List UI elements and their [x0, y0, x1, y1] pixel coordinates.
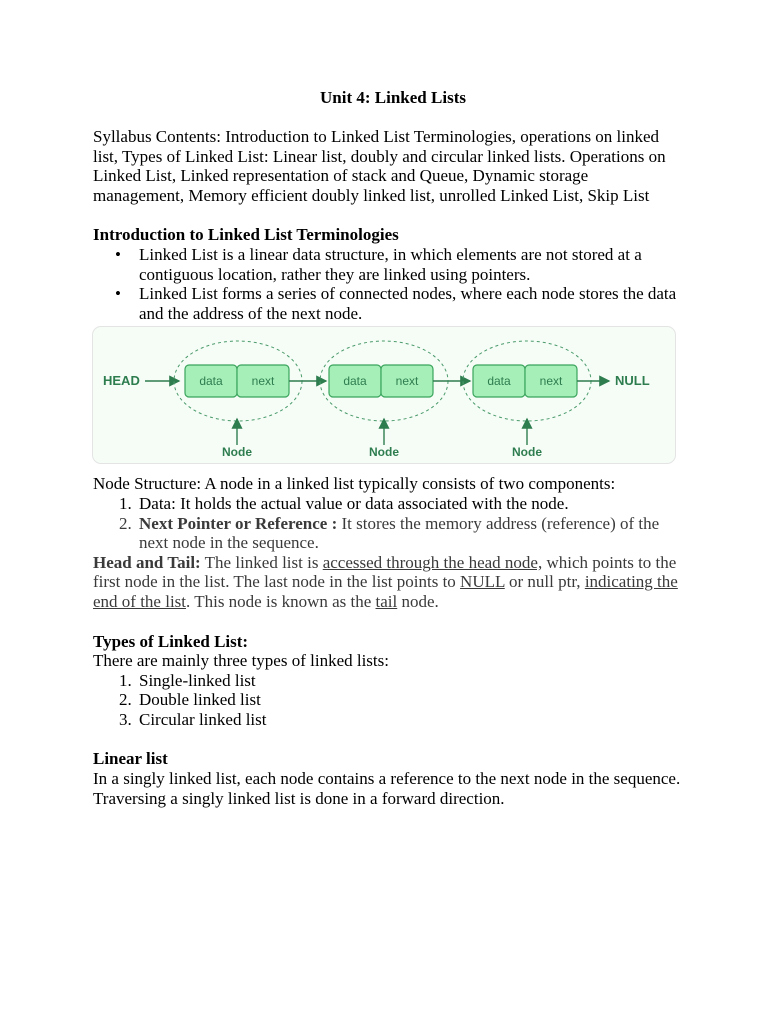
types-heading: Types of Linked List:	[93, 631, 249, 651]
head-tail-paragraph	[93, 553, 683, 612]
item-number: 2.	[119, 690, 132, 710]
text-run: The linked list is	[200, 552, 323, 572]
list-item	[119, 709, 683, 730]
text-run: which points to the first node in the list. The last node in the list points to	[93, 552, 677, 592]
types-list	[93, 671, 683, 730]
linked-list-diagram	[92, 326, 676, 464]
null-label: NULL	[615, 373, 650, 389]
item-number: 3.	[119, 709, 132, 729]
item-text: It stores the memory address (reference) of the next node in the sequence.	[139, 513, 660, 553]
types-intro: There are mainly three types of linked lists:	[93, 651, 389, 671]
node-caption: Node	[369, 445, 399, 460]
list-node	[174, 341, 302, 459]
page-title: Unit 4: Linked Lists	[320, 88, 466, 107]
next-label: next	[395, 374, 419, 389]
item-number: 1.	[119, 493, 132, 513]
spacer	[93, 205, 683, 225]
list-item	[119, 670, 683, 691]
list-item	[119, 690, 683, 710]
item-text: Data: It holds the actual value or data associated with the node.	[139, 493, 569, 513]
node-structure-list	[93, 494, 683, 553]
item-bold-label: Next Pointer or Reference :	[139, 513, 338, 533]
node-caption: Node	[222, 445, 252, 460]
underlined-phrase: indicating the end of the list	[93, 572, 678, 611]
item-text: Double linked list	[139, 690, 261, 710]
spacer	[93, 612, 683, 632]
underlined-phrase: NULL	[460, 572, 505, 592]
data-label: data	[199, 374, 223, 389]
linear-paragraph: In a singly linked list, each node contains a reference to the next node in the sequence. Traversing a singly linked list is done in a forward direction.	[93, 769, 681, 808]
data-label: data	[343, 374, 367, 389]
list-item	[119, 493, 683, 514]
list-item	[119, 513, 683, 553]
underlined-phrase: accessed through the head node,	[322, 552, 543, 572]
list-item: • Linked List forms a series of connected nodes, where each node stores the data and the address of the next node.	[139, 284, 683, 323]
next-label: next	[539, 374, 563, 389]
node-structure-intro: Node Structure: A node in a linked list typically consists of two components:	[93, 474, 616, 494]
underlined-phrase: tail	[375, 591, 398, 611]
text-run: . This node is known as the	[186, 591, 376, 611]
next-label: next	[251, 374, 275, 389]
head-label: HEAD	[103, 373, 140, 389]
document-content	[93, 88, 683, 808]
text-run: node.	[397, 591, 439, 611]
linear-heading: Linear list	[93, 749, 168, 769]
list-node	[320, 341, 448, 459]
list-node	[463, 341, 591, 459]
item-number: 2.	[119, 513, 132, 533]
intro-heading: Introduction to Linked List Terminologies	[93, 225, 399, 245]
syllabus-paragraph: Syllabus Contents: Introduction to Linked List Terminologies, operations on linked list, Types of Linked List: Linear list, doubly and circular linked lists. Operations on Linked List, Linked representation of stack and Queue, Dynamic storage management, Memory efficient doubly linked list, unrolled Linked List, Skip List	[93, 127, 666, 205]
node-caption: Node	[512, 445, 542, 460]
spacer	[93, 729, 683, 749]
item-text: Single-linked list	[139, 670, 256, 690]
data-label: data	[487, 374, 511, 389]
list-item: • Linked List is a linear data structure, in which elements are not stored at a contiguous location, rather they are linked using pointers.	[139, 245, 683, 284]
item-number: 1.	[119, 670, 132, 690]
item-text: Circular linked list	[139, 709, 267, 729]
head-tail-bold: Head and Tail:	[93, 552, 201, 572]
linked-list-svg	[93, 327, 675, 463]
intro-bullet-list	[93, 245, 683, 323]
text-run: or null ptr,	[504, 572, 585, 592]
